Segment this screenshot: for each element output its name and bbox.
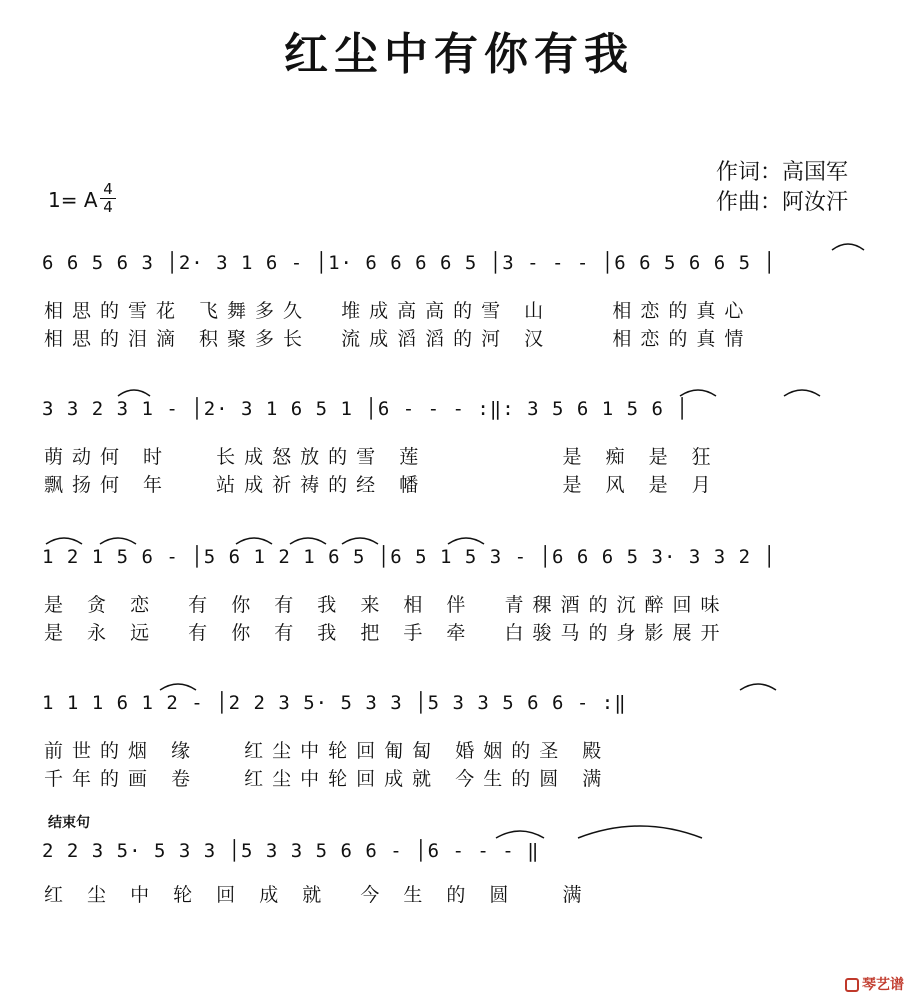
lyricist-credit: 作词：高国军 — [716, 160, 849, 185]
time-signature — [100, 182, 116, 215]
notation-line: 2 2 3 5· 5 3 3 │5 3 3 5 6 6 - │6 - - - ‖ — [42, 840, 540, 862]
time-signature-top: 4 — [103, 180, 113, 198]
notation-line: 6 6 5 6 3 │2· 3 1 6 - │1· 6 6 6 6 5 │3 - - - │6 6 5 6 6 5 │ — [42, 252, 776, 274]
notation-line: 3 3 2 3 1 - │2· 3 1 6 5 1 │6 - - - :‖: 3 5 6 1 5 6 │ — [42, 398, 689, 420]
ending-section-label: 结束句 — [48, 815, 90, 831]
notation-line: 1 1 1 6 1 2 - │2 2 3 5· 5 3 3 │5 3 3 5 6 6 - :‖ — [42, 692, 627, 714]
lyrics-verse-2: 相思的泪滴 积聚多长 流成滔滔的河 汉 相恋的真情 — [44, 328, 753, 350]
watermark-logo — [845, 974, 904, 994]
time-signature-bottom: 4 — [103, 198, 113, 216]
lyrics-verse-1: 前世的烟 缘 红尘中轮回匍匐 婚姻的圣 殿 — [44, 740, 611, 762]
watermark-text: 琴艺谱 — [862, 977, 904, 993]
lyrics-verse-2: 飘扬何 年 站成祈祷的经 幡 是 风 是 月 — [44, 474, 720, 496]
key-signature: 1= A — [48, 188, 98, 212]
song-title: 红尘中有你有我 — [284, 29, 634, 80]
lyrics-verse-1: 相思的雪花 飞舞多久 堆成高高的雪 山 相恋的真心 — [44, 300, 753, 322]
credits — [716, 158, 848, 218]
composer-credit: 作曲：阿汝汗 — [716, 190, 849, 215]
lyrics-verse-2: 千年的画 卷 红尘中轮回成就 今生的圆 满 — [44, 768, 611, 790]
lyrics-verse-1: 是 贪 恋 有 你 有 我 来 相 伴 青稞酒的沉醉回味 — [44, 594, 729, 616]
lyrics-verse-2: 是 永 远 有 你 有 我 把 手 牵 白骏马的身影展开 — [44, 622, 729, 644]
lyrics-verse-1: 萌动何 时 长成怒放的雪 莲 是 痴 是 狂 — [44, 446, 720, 468]
lyrics-verse-1: 红 尘 中 轮 回 成 就 今 生 的 圆 满 — [44, 884, 591, 906]
music-note-icon — [845, 978, 859, 992]
notation-line: 1 2 1 5 6 - │5 6 1 2 1 6 5 │6 5 1 5 3 - │6 6 6 5 3· 3 3 2 │ — [42, 546, 776, 568]
